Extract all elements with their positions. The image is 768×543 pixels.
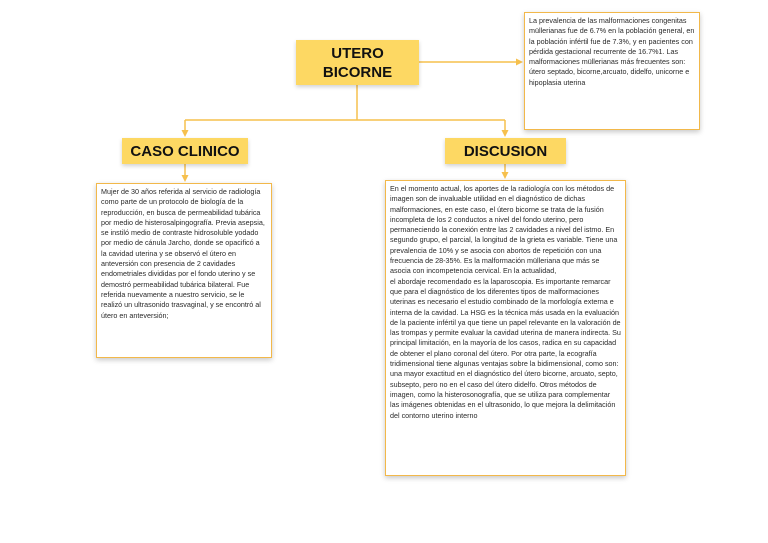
main-topic-line2: BICORNE [322,63,393,81]
caso-clinico-text: Mujer de 30 años referida al servicio de radiología como parte de un protocolo de biología de la reproducción, en busca de permeabilidad tubárica por medio de histerosalpingografía. Previa asepsia, se instiló medio de contraste hidrosoluble yodado por medio de cánula Jarcho, donde se opacificó a la cavidad uterina y se observó el útero en anteversión con presencia de 2 cavidades endometriales divididas por el fondo uterino y se demostró permeabilidad tubárica bilateral. Fue referida nuevamente a nuestro servicio, se le realizó un ultrasonido trasvaginal, y se encontró al útero en anteversión; [101,187,265,320]
main-topic-line1: UTERO [331,44,384,62]
caso-clinico-node[interactable] [122,138,248,164]
caso-clinico-label: CASO CLINICO [130,142,240,160]
discusion-paragraph-2: el abordaje recomendado es la laparoscopia. Es importante remarcar que para el diagnóstico de los diferentes tipos de malformaciones uterinas es necesario el estudio combinado de la morfología externa e interna de la cavidad. La HSG es la técnica más usada en la evaluación de la paciente infértil ya que tiene un papel relevante en la valoración de las trompas y permite evaluar la cavidad uterina de manera indirecta. Su principal limitación, en la mayoría de los casos, radica en su capacidad de obtener el plano coronal del útero. Por otra parte, la ecografía tridimensional tiene algunas ventajas sobre la bidimensional, como son: una mayor exactitud en el diagnóstico del útero bicorne, arcuato, septo, subsepto, pero no en el caso del útero didelfo. Otros métodos de imagen, como la histerosonografía, que se utiliza para complementar las imágenes obtenidas en el ultrasonido, lo que mejora la delimitación del contorno uterino interno [390,276,621,420]
discusion-label: DISCUSION [463,142,548,160]
discusion-node[interactable] [445,138,566,164]
discusion-paragraph-1: En el momento actual, los aportes de la radiología con los métodos de imagen son de invaluable utilidad en el diagnóstico de dichas malformaciones, en este caso, el útero bicorne se trata de la fusión incompleta de los 2 conductos a nivel del fondo uterino, pero permaneciendo la conexión entre las 2 cavidades a nivel del istmo. En segundo grupo, el parcial, la longitud de la grieta es variable. Tiene una prevalencia de 10% y se asocia con abortos de repetición con una frecuencia de 28-35%. Es la malformación mülleriana que más se asocia con incompetencia cervical. En la actualidad, [390,184,618,276]
prevalence-info-box [524,12,700,130]
discusion-text-box [385,180,626,476]
caso-clinico-text-box [96,183,272,358]
prevalence-text: La prevalencia de las malformaciones congenitas müllerianas fue de 6.7% en la población general, en la población infértil fue de 7.3%, y en pacientes con pérdida gestacional recurrente de 16.7%1. Las malformaciones müllerianas más frecuentes son: útero septado, bicorne,arcuato, didelfo, unicorne e hipoplasia uterina [529,16,695,87]
main-topic-node[interactable] [296,40,419,85]
